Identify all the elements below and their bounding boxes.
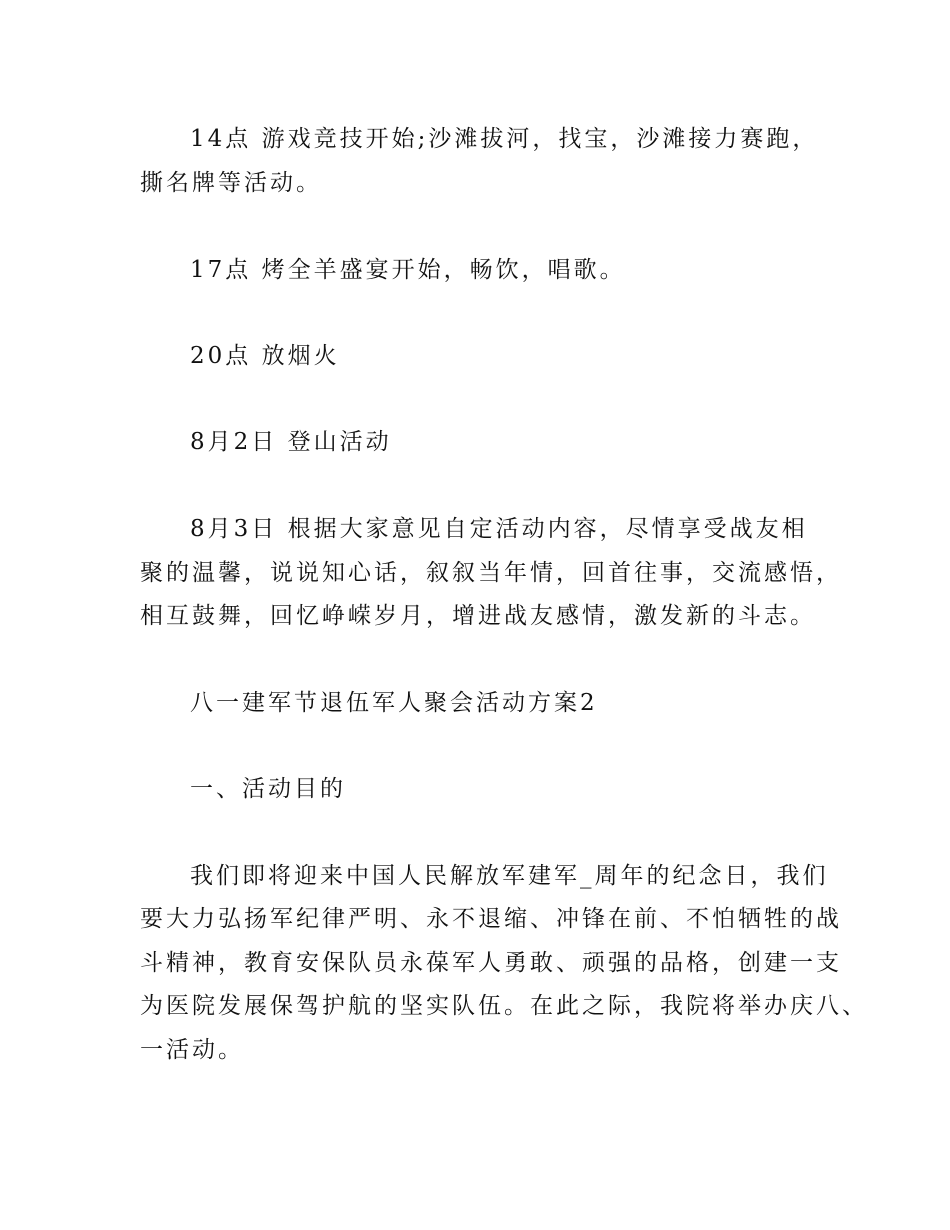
paragraph-line: 斗精神，教育安保队员永葆军人勇敢、顽强的品格，创建一支 xyxy=(140,950,842,976)
section-heading: 一、活动目的 xyxy=(190,776,346,802)
paragraph-line: 聚的温馨，说说知心话，叙叙当年情，回首往事，交流感悟， xyxy=(140,560,842,586)
paragraph-line: 8月2日 登山活动 xyxy=(190,429,392,455)
paragraph-line: 20点 放烟火 xyxy=(190,343,340,369)
paragraph-line: 8月3日 根据大家意见自定活动内容，尽情享受战友相 xyxy=(190,516,808,542)
paragraph-line: 要大力弘扬军纪律严明、永不退缩、冲锋在前、不怕牺牲的战 xyxy=(140,906,842,932)
paragraph-line: 17点 烤全羊盛宴开始，畅饮，唱歌。 xyxy=(190,257,626,283)
paragraph-line: 一活动。 xyxy=(140,1037,244,1063)
paragraph-line: 撕名牌等活动。 xyxy=(140,170,322,196)
paragraph-line: 我们即将迎来中国人民解放军建军_周年的纪念日，我们 xyxy=(190,863,829,889)
section-title: 八一建军节退伍军人聚会活动方案2 xyxy=(190,690,598,716)
paragraph-line: 为医院发展保驾护航的坚实队伍。在此之际，我院将举办庆八、 xyxy=(140,993,868,1019)
paragraph-line: 14点 游戏竞技开始;沙滩拔河，找宝，沙滩接力赛跑， xyxy=(190,126,819,152)
paragraph-line: 相互鼓舞，回忆峥嵘岁月，增进战友感情，激发新的斗志。 xyxy=(140,603,816,629)
